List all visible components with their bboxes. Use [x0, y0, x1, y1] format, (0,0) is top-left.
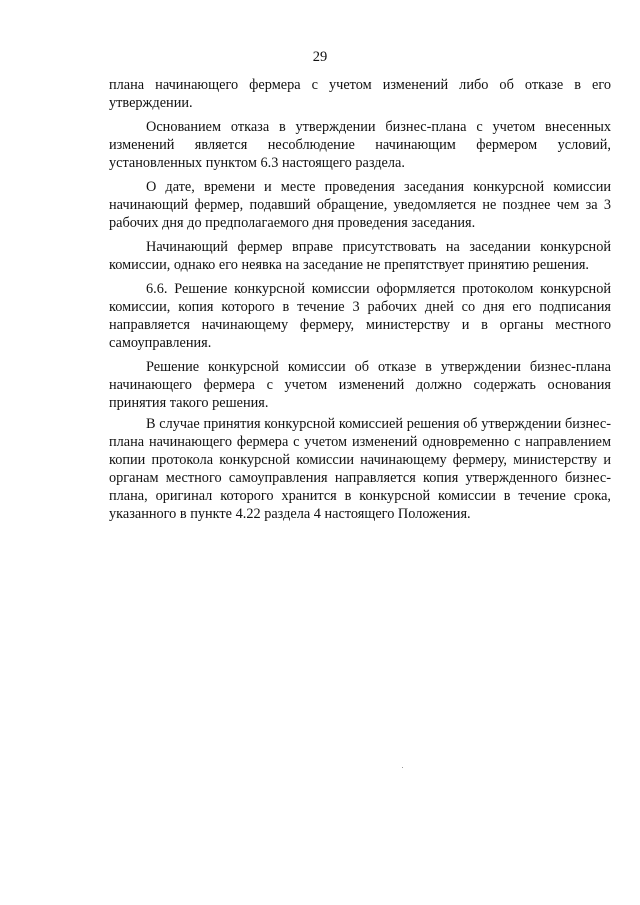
- paragraph-refusal-grounds: Основанием отказа в утверждении бизнес-плана с учетом внесенных изменений является несоблюдение начинающим фермером условий, установленных пунктом 6.3 настоящего раздела.: [109, 119, 611, 171]
- paragraph-attendance-right: Начинающий фермер вправе присутствовать на заседании конкурсной комиссии, однако его неявка на заседание не препятствует принятию решения.: [109, 239, 611, 273]
- scan-speck: [402, 767, 403, 768]
- paragraph-meeting-notification: О дате, времени и месте проведения заседания конкурсной комиссии начинающий фермер, подавший обращение, уведомляется не позднее чем за 3 рабочих дня до предполагаемого дня проведения заседания.: [109, 179, 611, 231]
- paragraph-refusal-decision: Решение конкурсной комиссии об отказе в утверждении бизнес-плана начинающего фермера с учетом изменений должно содержать основания принятия такого решения.: [109, 359, 611, 411]
- document-body: [109, 76, 611, 529]
- paragraph-approval-case: В случае принятия конкурсной комиссией решения об утверждении бизнес-плана начинающего фермера с учетом изменений одновременно с направлением копии протокола конкурсной комиссии начинающему фермеру, министерству и органам местного самоуправления направляется копия утвержденного бизнес-плана, оригинал которого хранится в конкурсной комиссии в течение срока, указанного в пункте 4.22 раздела 4 настоящего Положения.: [109, 416, 611, 522]
- paragraph-continuation: плана начинающего фермера с учетом изменений либо об отказе в его утверждении.: [109, 77, 611, 111]
- paragraph-6-6-decision-protocol: 6.6. Решение конкурсной комиссии оформляется протоколом конкурсной комиссии, копия которого в течение 3 рабочих дней со дня его подписания направляется начинающему фермеру, министерству и в органы местного самоуправления.: [109, 281, 611, 351]
- page-number: 29: [312, 49, 328, 65]
